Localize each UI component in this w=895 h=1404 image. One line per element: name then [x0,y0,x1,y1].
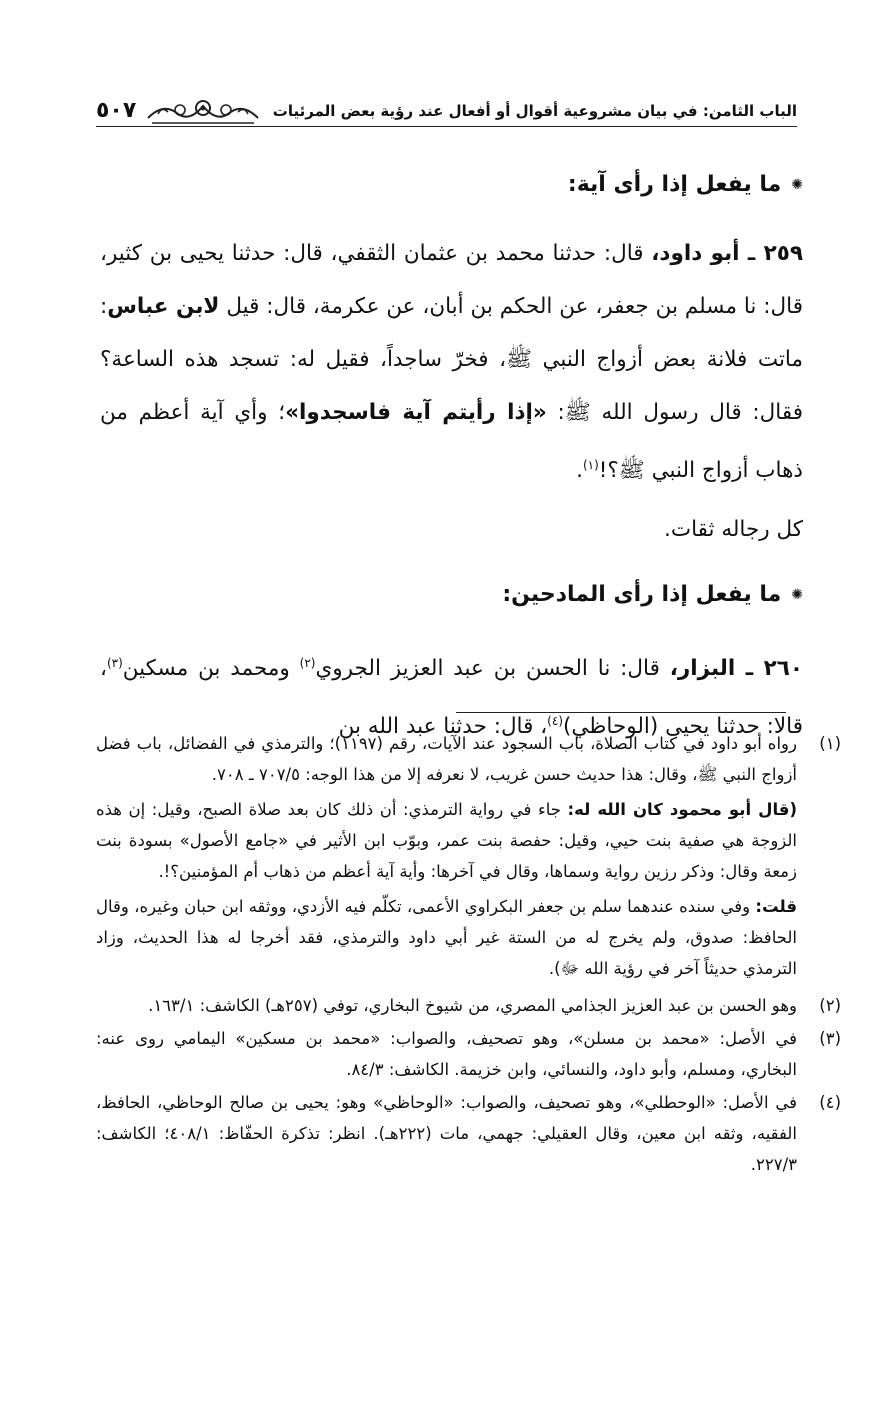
hadith-259-end: . [576,458,583,484]
flower-bullet-icon: ✺ [791,176,803,193]
hadith-260-text-b: ومحمد بن مسكين [122,656,300,682]
footnote-number: (٢) [819,996,841,1015]
header-left [96,92,262,126]
footnote-3 [96,1023,841,1085]
hadith-260-text-a: قال: نا الحسن بن عبد العزيز الجروي [315,656,670,682]
footnote-1-para-2 [96,794,797,887]
hadith-260-text-d: ، قال: حدثنا عبد الله بن [338,714,548,740]
footnote-number: (٤) [819,1093,841,1112]
footnote-ref-1: (١) [582,458,599,472]
hadith-259-text-b: : ماتت فلانة بعض أزواج النبي ﷺ، فخرّ ساجداً، فقيل له: تسجد هذه الساعة؟ فقال: قال رسول الله ﷺ: [100,294,804,425]
hadith-259-bold-name: لابن عباس [107,294,220,319]
section-heading-2-text: ما يفعل إذا رأى المادحين: [502,582,782,608]
section-heading-2 [100,582,803,607]
footnote-body: في الأصل: «الوحطلي»، وهو تصحيف، والصواب: «الوحاظي» وهو: يحيى بن صالح الوحاظي، الحافظ، الفقيه، وثقه ابن معين، وقال العقيلي: جهمي، مات (٢٢٢هـ). انظر: تذكرة الحفّاظ: ٤٠٨/١؛ الكاشف: ٢٢٧/٣. [96,1093,797,1174]
main-text [100,172,803,753]
footnote-body [96,728,797,988]
grading-note: كل رجاله ثقات. [664,517,803,543]
running-title: الباب الثامن: في بيان مشروعية أقوال أو أفعال عند رؤية بعض المرئيات [272,102,797,120]
section-heading-1-text: ما يفعل إذا رأى آية: [567,172,782,197]
section-heading-1 [100,172,803,197]
hadith-259-number: ٢٥٩ ـ أبو داود، [651,241,803,266]
footnote-4 [96,1087,841,1180]
footnote-1-para-3 [96,891,797,984]
footnote-ref-4: (٤) [547,714,563,729]
footnote-rule [456,712,786,713]
footnote-number: (١) [819,734,841,753]
footnote-2 [96,990,841,1021]
footnote-1-para-1: رواه أبو داود في كتاب الصلاة، باب السجود عند الآيات، رقم (١١٩٧)؛ والترمذي في الفضائل، باب فضل أزواج النبي ﷺ، وقال: هذا حديث حسن غريب، لا نعرفه إلا من هذا الوجه: ٧٠٧/٥ ـ ٧٠٨. [96,734,797,784]
page-header [96,86,797,126]
header-rule [96,126,797,127]
hadith-259-text-a: قال: حدثنا محمد بن عثمان الثقفي، قال: حدثنا يحيى بن كثير، قال: نا مسلم بن جعفر، عن الحكم بن أبان، عن عكرمة، قال: قيل [100,241,803,319]
hadith-260-text-c: ، قالا: حدثنا يحيى (الوحاظي) [100,656,803,740]
footnote-1-para-2-text: جاء في رواية الترمذي: أن ذلك كان بعد صلاة الصبح، وقيل: إن هذه الزوجة هي صفية بنت حيي، وقيل: حفصة بنت عمر، وبوّب ابن الأثير في «جامع الأصول» بسودة بنت زمعة وقال: وذكر رزين رواية وسماها، وقال في آخرها: وأية آية أعظم من ذهاب أم المؤمنين؟!. [96,800,797,881]
footnote-1-para-2-bold: (قال أبو محمود كان الله له: [567,800,797,819]
hadith-259-quote: «إذا رأيتم آية فاسجدوا» [285,400,547,425]
hadith-259-text-c: ؛ وأي آية أعظم من ذهاب أزواج النبي ﷺ؟! [100,400,803,484]
flower-bullet-icon: ✺ [791,586,803,603]
footnote-body: وهو الحسن بن عبد العزيز الجذامي المصري، من شيوخ البخاري، توفي (٢٥٧هـ) الكاشف: ١٦٣/١. [148,996,797,1015]
footnote-ref-2: (٢) [299,656,316,671]
footnote-1-para-3-bold: قلت: [755,897,797,916]
footnote-1 [96,728,841,988]
hadith-260-number: ٢٦٠ ـ البزار، [669,656,803,682]
decorative-ornament-icon [144,92,262,126]
page-number: ٥٠٧ [96,98,137,123]
footnote-1-para-3-text: وفي سنده عندهما سلم بن جعفر البكراوي الأعمى، تكلّم فيه الأزدي، ووثقه ابن حبان وغيره، وقال الحافظ: صدوق، ولم يخرج له من الستة غير أبي داود والترمذي، فقد أخرجا له هذا الحديث، وزاد الترمذي حديثاً آخر في رؤية الله ﷻ). [96,897,797,978]
footnote-number: (٣) [819,1029,841,1048]
hadith-259 [100,227,803,497]
footnote-body: في الأصل: «محمد بن مسلن»، وهو تصحيف، والصواب: «محمد بن مسكين» اليمامي روى عنه: البخاري، ومسلم، وأبو داود، والنسائي، وابن خزيمة. الكاشف: ٨٤/٣. [96,1029,797,1079]
footnote-ref-3: (٣) [106,656,123,671]
footnotes [96,728,841,1182]
